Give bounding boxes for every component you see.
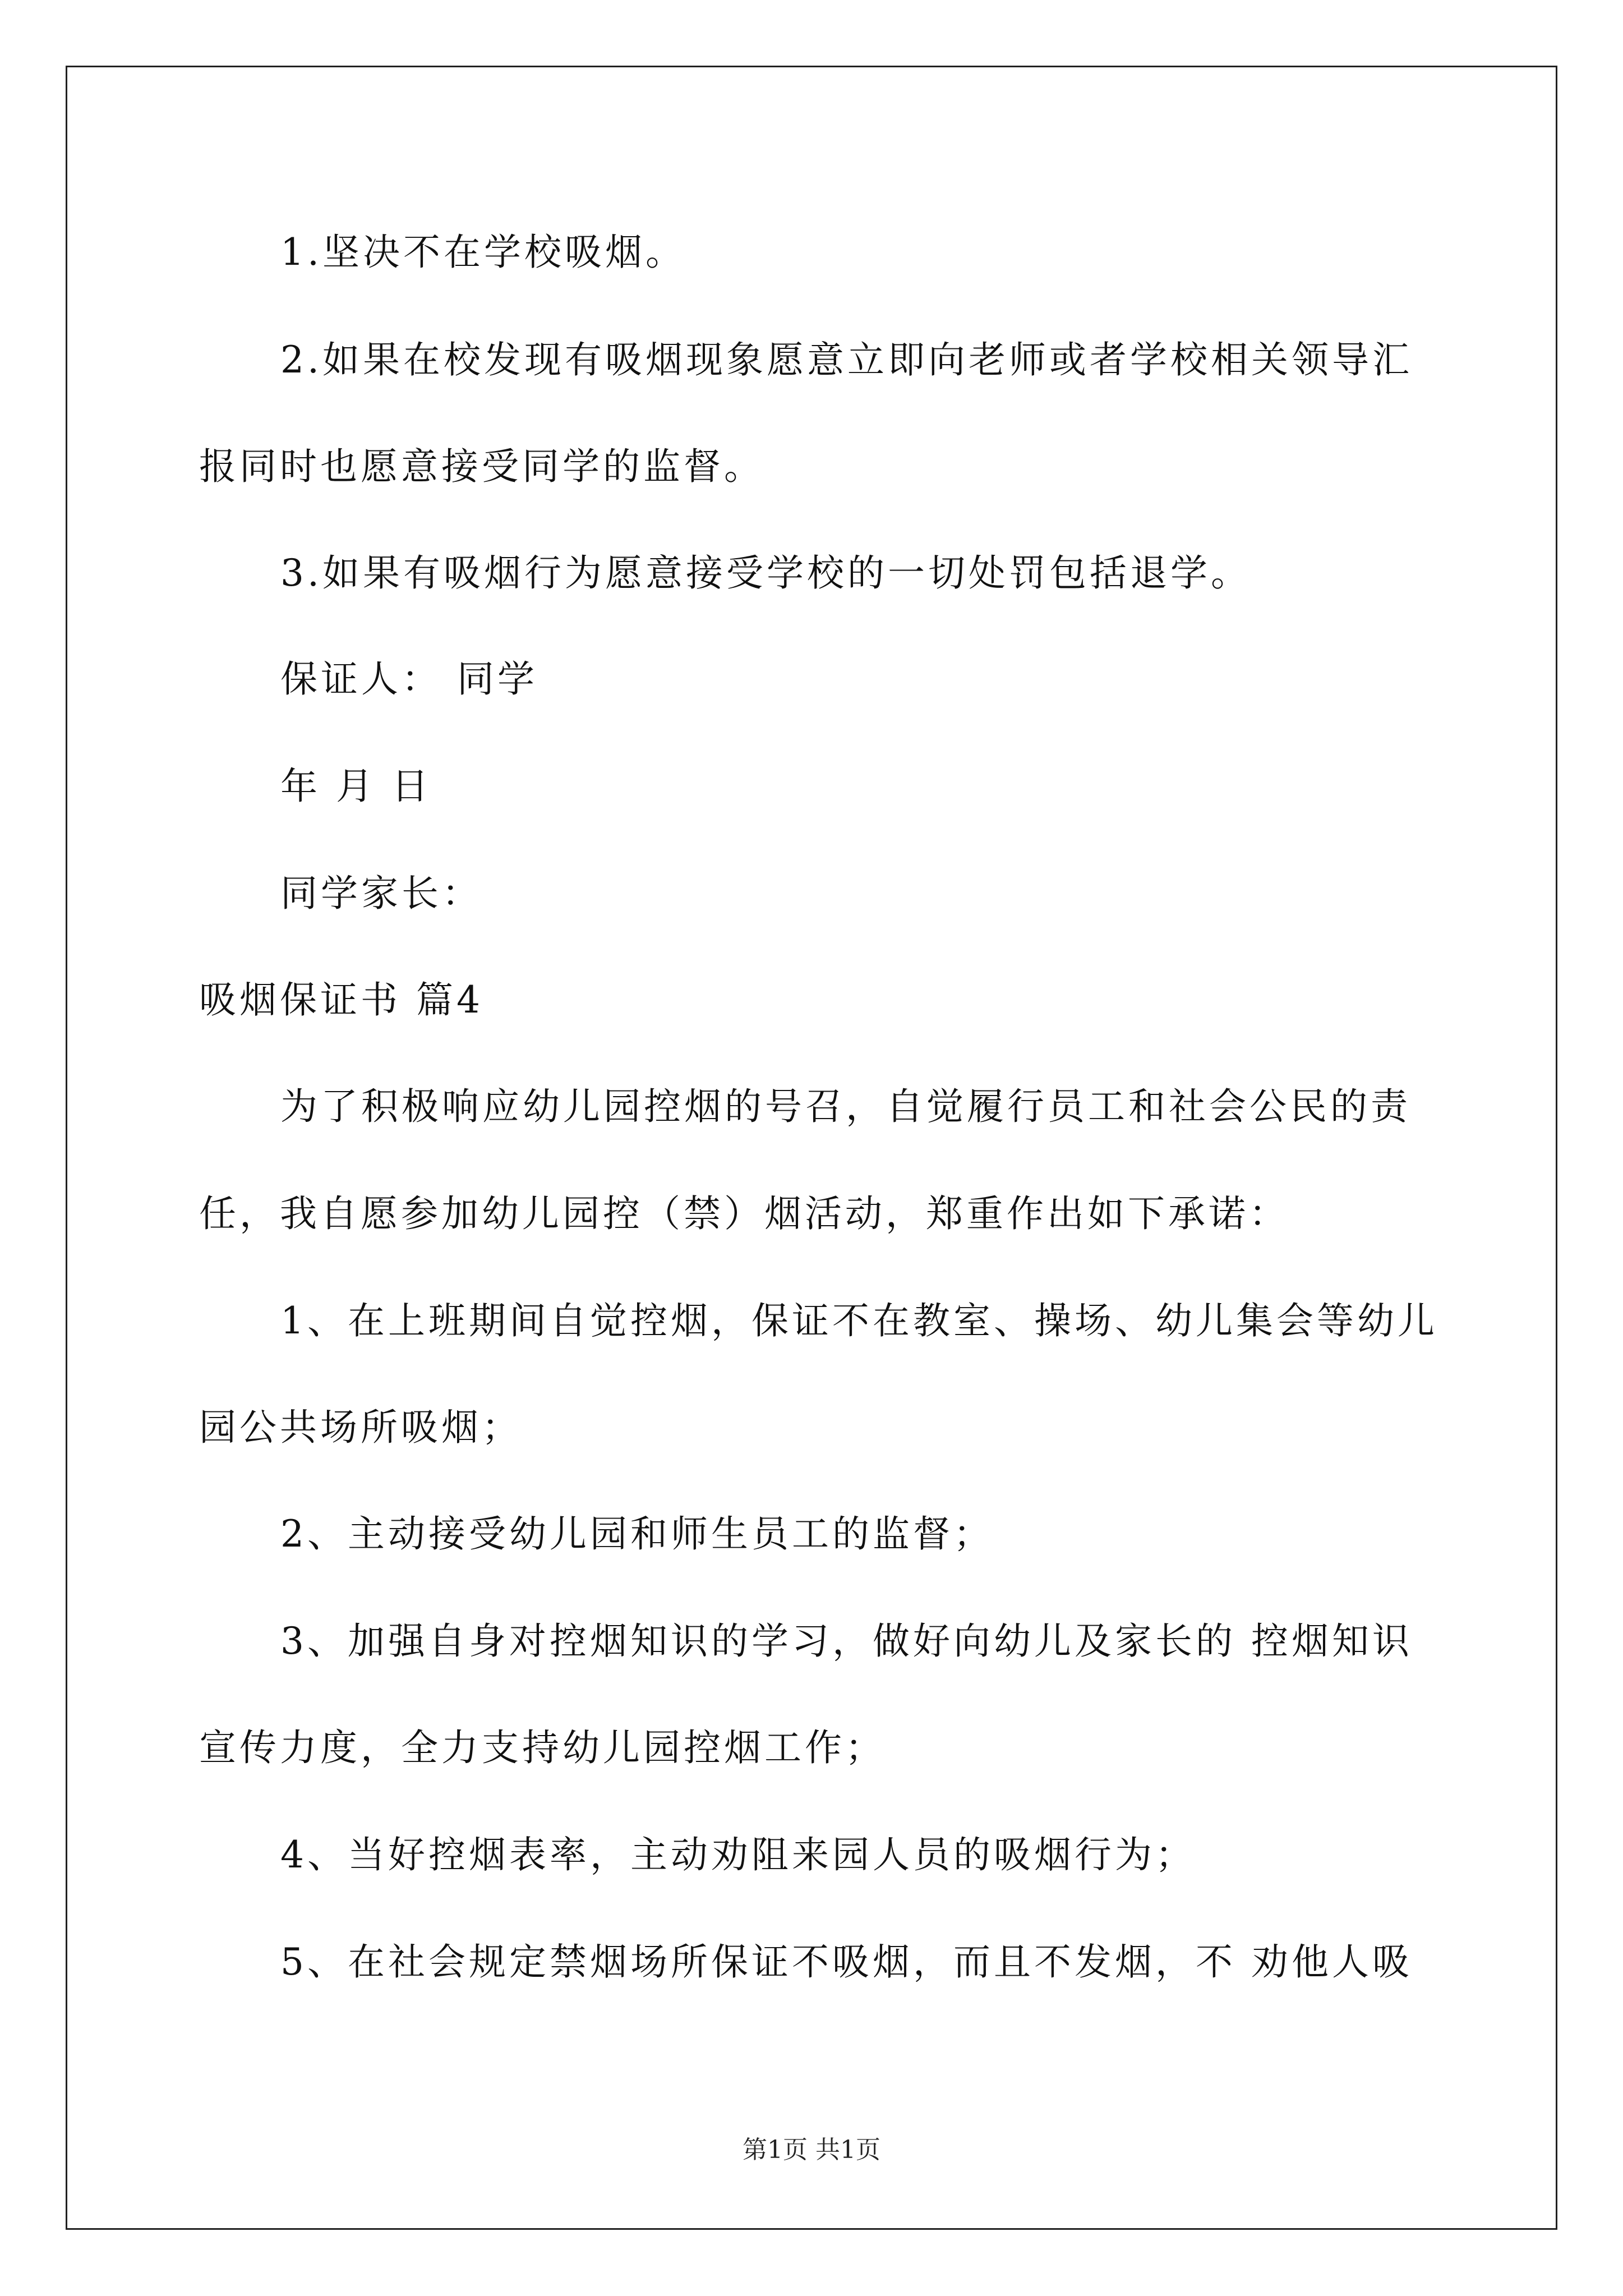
pledge-item-3: 3.如果有吸烟行为愿意接受学校的一切处罚包括退学。 <box>280 551 1251 595</box>
pledge-item-2: 2.如果在校发现有吸烟现象愿意立即向老师或者学校相关领导汇 <box>280 338 1413 381</box>
date-line: 年 月 日 <box>280 765 432 808</box>
parent-line: 同学家长： <box>280 872 482 915</box>
page-border <box>66 66 1557 2230</box>
commitment-1-cont: 园公共场所吸烟； <box>199 1406 522 1449</box>
section-heading: 吸烟保证书 篇4 <box>199 978 483 1022</box>
commitment-4: 4、当好控烟表率，主动劝阻来园人员的吸烟行为； <box>280 1833 1196 1876</box>
paragraph-intro-cont: 任，我自愿参加幼儿园控（禁）烟活动，郑重作出如下承诺： <box>199 1192 1289 1235</box>
pledge-item-2-cont: 报同时也愿意接受同学的监督。 <box>199 445 764 488</box>
commitment-3-cont: 宣传力度，全力支持幼儿园控烟工作； <box>199 1726 886 1769</box>
pledge-item-1: 1.坚决不在学校吸烟。 <box>280 231 686 274</box>
commitment-1: 1、在上班期间自觉控烟，保证不在教室、操场、幼儿集会等幼儿 <box>280 1299 1438 1342</box>
page-number-footer: 第1页 共1页 <box>743 2136 880 2164</box>
commitment-3: 3、加强自身对控烟知识的学习，做好向幼儿及家长的 控烟知识 <box>280 1619 1413 1663</box>
paragraph-intro: 为了积极响应幼儿园控烟的号召，自觉履行员工和社会公民的责 <box>280 1085 1411 1128</box>
commitment-5: 5、在社会规定禁烟场所保证不吸烟，而且不发烟，不 劝他人吸 <box>280 1940 1413 1984</box>
guarantor-line: 保证人： 同学 <box>280 657 538 701</box>
commitment-2: 2、主动接受幼儿园和师生员工的监督； <box>280 1512 994 1556</box>
